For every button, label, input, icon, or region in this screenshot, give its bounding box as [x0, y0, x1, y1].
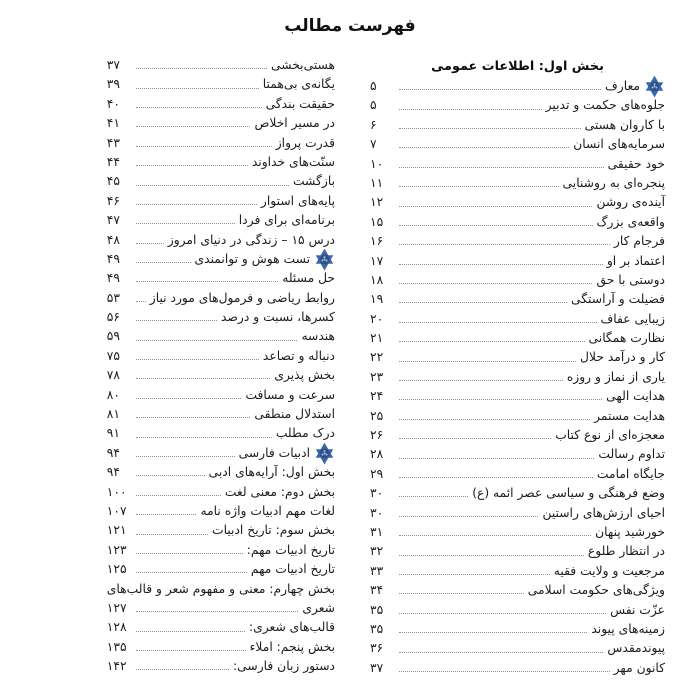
toc-row[interactable] — [107, 134, 335, 153]
dot-leader — [399, 555, 584, 556]
toc-entry-title: یگانه‌ی بی‌همتا — [262, 77, 335, 92]
toc-entry-page: ۱۱ — [370, 175, 384, 190]
dot-leader — [399, 419, 590, 420]
toc-row[interactable] — [370, 465, 665, 484]
toc-entry-title: درس ۱۵ – زندگی در دنیای امروز — [167, 232, 335, 247]
dot-leader — [399, 535, 591, 536]
dot-leader — [136, 611, 299, 612]
toc-row[interactable] — [107, 386, 335, 405]
toc-entry-page: ۷ — [370, 137, 377, 152]
toc-row[interactable] — [107, 424, 335, 443]
toc-entry-title: سرعت و مسافت — [245, 387, 335, 402]
toc-entry-page: ۴۳ — [106, 135, 120, 150]
toc-entry-page: ۱۳۵ — [106, 639, 127, 654]
dot-leader — [136, 262, 191, 263]
toc-entry-title: دوستی با حق — [596, 272, 665, 287]
toc-column-left — [107, 56, 335, 678]
toc-entry-title: استدلال منطقی — [254, 407, 335, 422]
toc-entry-title: پنجره‌ای به روشنایی — [562, 175, 665, 190]
toc-entry-title: هدایت مستمر — [594, 408, 665, 423]
toc-entry-title: یاری از نماز و روزه — [566, 369, 665, 384]
toc-entry-page: ۷۵ — [106, 348, 120, 363]
dot-leader — [136, 146, 272, 147]
dot-leader — [136, 165, 248, 166]
toc-row[interactable] — [107, 56, 335, 75]
toc-entry-title: واقعه‌ی بزرگ — [596, 214, 665, 229]
toc-entry-page: ۲۵ — [370, 408, 384, 423]
toc-row[interactable] — [107, 231, 335, 250]
toc-entry-page: ۱۵ — [370, 214, 384, 229]
toc-row[interactable] — [107, 114, 335, 133]
toc-entry-title: بخش پذیری — [274, 368, 335, 383]
toc-entry-page: ۱۰۰ — [106, 484, 127, 499]
toc-entry-title: تست هوش و توانمندی — [194, 251, 310, 266]
toc-row[interactable] — [370, 348, 665, 367]
toc-row[interactable] — [370, 504, 665, 523]
dot-leader — [399, 380, 563, 381]
toc-entry-title: قالب‌های شعری: — [248, 620, 335, 635]
toc-entry-page: ۳۰ — [370, 505, 384, 520]
toc-row[interactable] — [370, 523, 665, 542]
dot-leader — [136, 243, 164, 244]
toc-row[interactable] — [370, 659, 665, 678]
toc-entry-title: خورشید پنهان — [595, 524, 665, 539]
dot-leader — [136, 301, 146, 302]
toc-row[interactable] — [370, 484, 665, 503]
toc-entry-page: ۳۴ — [370, 583, 384, 598]
toc-entry-title: لغات مهم ادبیات واژه نامه — [200, 503, 335, 518]
toc-rows-left — [107, 56, 335, 677]
toc-row[interactable] — [370, 232, 665, 251]
toc-row[interactable] — [370, 96, 665, 115]
toc-entry-title: کانون مهر — [613, 660, 665, 675]
toc-entry-page: ۹۱ — [106, 426, 120, 441]
dot-leader — [399, 109, 542, 110]
toc-entry-title: دستور زبان فارسی: — [233, 659, 335, 674]
toc-entry-title: فرجام کار — [613, 234, 665, 249]
dot-leader — [399, 206, 592, 207]
toc-entry-title: مرجعیت و ولایت فقیه — [553, 563, 665, 578]
dot-leader — [136, 185, 289, 186]
toc-entry-title: حل مسئله — [282, 271, 335, 286]
toc-entry-page: ۹۴ — [106, 465, 120, 480]
dot-leader — [136, 320, 217, 321]
toc-entry-page: ۴۰ — [106, 96, 120, 111]
dot-leader — [136, 553, 243, 554]
dot-leader — [136, 475, 205, 476]
dot-leader — [136, 417, 251, 418]
toc-entry-page: ۲۲ — [370, 350, 384, 365]
toc-entry-page: ۲۹ — [370, 466, 384, 481]
toc-row[interactable] — [107, 618, 335, 637]
dot-leader — [136, 456, 235, 457]
star-flower-icon — [314, 442, 335, 465]
toc-entry-title: بخش چهارم: معنی و مفهوم شعر و قالب‌های — [106, 581, 335, 596]
dot-leader — [399, 283, 592, 284]
toc-row[interactable] — [370, 407, 665, 426]
toc-entry-page: ۵۶ — [106, 310, 120, 325]
toc-row[interactable] — [107, 289, 335, 308]
dot-leader — [399, 671, 610, 672]
toc-entry-page: ۲۰ — [370, 311, 384, 326]
toc-row[interactable] — [107, 405, 335, 424]
toc-entry-page: ۱۹ — [370, 292, 384, 307]
dot-leader — [399, 516, 538, 517]
toc-entry-page: ۸۰ — [106, 387, 120, 402]
toc-entry-title: ویژگی‌های حکومت اسلامی — [527, 583, 665, 598]
dot-leader — [399, 244, 610, 245]
toc-entry-title: زمینه‌های پیوند — [591, 621, 665, 636]
dot-leader — [136, 223, 235, 224]
toc-row[interactable] — [370, 252, 665, 271]
dot-leader — [399, 128, 581, 129]
toc-entry-page: ۳۷ — [370, 660, 384, 675]
toc-entry-title: کار و درآمد حلال — [580, 350, 665, 365]
dot-leader — [136, 534, 208, 535]
toc-rows-right — [370, 77, 665, 678]
toc-entry-title: زیبایی عفاف — [600, 311, 665, 326]
toc-entry-title: بخش اول: آرایه‌های ادبی — [208, 465, 335, 480]
toc-row[interactable] — [370, 290, 665, 309]
toc-entry-page: ۴۹ — [106, 271, 120, 286]
toc-entry-page: ۱۲۳ — [106, 542, 127, 557]
toc-entry-title: سنّت‌های خداوند — [251, 154, 335, 169]
toc-row[interactable] — [107, 250, 335, 269]
toc-entry-page: ۹۴ — [106, 445, 120, 460]
toc-entry-title: دنباله و تصاعد — [262, 348, 335, 363]
dot-leader — [136, 126, 251, 127]
dot-leader — [399, 438, 551, 439]
dot-leader — [136, 514, 197, 515]
toc-entry-page: ۸۱ — [106, 407, 120, 422]
toc-row[interactable] — [370, 639, 665, 658]
toc-row[interactable] — [370, 581, 665, 600]
toc-entry-page: ۱۰ — [370, 156, 384, 171]
toc-entry-page: ۷۸ — [106, 368, 120, 383]
dot-leader — [136, 437, 272, 438]
toc-entry-title: هدایت الهی — [606, 389, 665, 404]
page-title: فهرست مطالب — [284, 16, 416, 36]
toc-row[interactable] — [370, 542, 665, 561]
toc-row[interactable] — [370, 426, 665, 445]
toc-entry-page: ۳۶ — [370, 641, 384, 656]
toc-row[interactable] — [370, 445, 665, 464]
toc-entry-title: کسرها، نسبت و درصد — [221, 310, 335, 325]
toc-row[interactable] — [370, 329, 665, 348]
toc-entry-page: ۴۶ — [106, 193, 120, 208]
toc-entry-title: تاریخ ادبیات مهم: — [246, 542, 335, 557]
dot-leader — [136, 650, 246, 651]
toc-column-right — [370, 56, 665, 678]
dot-leader — [136, 204, 257, 205]
toc-row[interactable] — [107, 269, 335, 288]
dot-leader — [136, 572, 247, 573]
toc-row[interactable] — [370, 155, 665, 174]
dot-leader — [136, 669, 229, 670]
dot-leader — [399, 302, 567, 303]
dot-leader — [399, 458, 594, 459]
toc-row[interactable] — [107, 483, 335, 502]
toc-entry-page: ۲۱ — [370, 331, 384, 346]
toc-row[interactable] — [107, 347, 335, 366]
toc-entry-page: ۳۵ — [370, 621, 384, 636]
toc-row[interactable] — [370, 116, 665, 135]
toc-row[interactable] — [107, 153, 335, 172]
toc-entry-page: ۳۷ — [106, 58, 120, 72]
dot-leader — [399, 89, 601, 90]
toc-entry-title: هستی‌بخشی — [271, 58, 335, 72]
toc-entry-title: قدرت پرواز — [275, 135, 335, 150]
toc-entry-page: ۱۲۷ — [106, 600, 127, 615]
toc-entry-title: معجزه‌ای از نوع کتاب — [555, 428, 665, 443]
toc-entry-title: خود حقیقی — [607, 156, 665, 171]
toc-entry-page: ۳۰ — [370, 486, 384, 501]
dot-leader — [399, 186, 559, 187]
toc-row[interactable] — [107, 95, 335, 114]
dot-leader — [399, 361, 576, 362]
toc-row[interactable] — [370, 77, 665, 96]
toc-entry-page: ۱۶ — [370, 234, 384, 249]
toc-entry-title: درک مطلب — [275, 426, 335, 441]
dot-leader — [136, 88, 259, 89]
toc-row[interactable] — [370, 310, 665, 329]
toc-entry-page: ۴۸ — [106, 232, 120, 247]
toc-entry-title: برنامه‌ای برای فردا — [238, 213, 335, 228]
toc-row[interactable] — [370, 174, 665, 193]
dot-leader — [399, 147, 569, 148]
toc-row[interactable] — [107, 463, 335, 482]
toc-row[interactable] — [107, 211, 335, 230]
toc-entry-page: ۲۳ — [370, 369, 384, 384]
toc-entry-page: ۲۶ — [370, 428, 384, 443]
toc-entry-page: ۱۲۸ — [106, 620, 127, 635]
toc-entry-title: فضیلت و آراستگی — [571, 292, 665, 307]
toc-row[interactable] — [370, 562, 665, 581]
toc-entry-title: بخش دوم: معنی لغت — [224, 484, 335, 499]
toc-entry-page: ۴۴ — [106, 154, 120, 169]
toc-entry-page: ۴۷ — [106, 213, 120, 228]
dot-leader — [399, 496, 468, 497]
toc-entry-page: ۱۷ — [370, 253, 384, 268]
toc-entry-page: ۶ — [370, 117, 377, 132]
toc-entry-title: در انتظار طلوع — [587, 544, 665, 559]
dot-leader — [399, 399, 602, 400]
dot-leader — [136, 359, 259, 360]
toc-row[interactable] — [107, 560, 335, 579]
star-flower-icon — [314, 248, 335, 271]
toc-row[interactable] — [107, 502, 335, 521]
toc-entry-page: ۳۳ — [370, 563, 384, 578]
toc-row[interactable] — [107, 657, 335, 676]
toc-entry-page: ۳۵ — [370, 602, 384, 617]
toc-entry-title: معارف — [605, 79, 640, 93]
toc-entry-title: سرمایه‌های انسان — [573, 137, 665, 152]
toc-entry-page: ۲۴ — [370, 389, 384, 404]
toc-entry-title: عزّت نفس — [610, 602, 665, 617]
dot-leader — [399, 613, 606, 614]
toc-entry-page: ۱۲۵ — [106, 562, 127, 577]
toc-entry-page: ۱۸ — [370, 272, 384, 287]
toc-row[interactable] — [107, 75, 335, 94]
toc-row[interactable] — [107, 521, 335, 540]
toc-entry-title: بخش پنجم: املاء — [249, 639, 335, 654]
toc-entry-title: احیای ارزش‌های راستین — [542, 505, 665, 520]
dot-leader — [399, 652, 603, 653]
toc-row[interactable] — [107, 192, 335, 211]
toc-row[interactable] — [370, 193, 665, 212]
dot-leader — [399, 341, 585, 342]
toc-entry-title: تاریخ ادبیات مهم — [250, 562, 335, 577]
toc-entry-title: بازگشت — [292, 174, 335, 189]
toc-row[interactable] — [107, 444, 335, 463]
toc-entry-title: شعری — [302, 600, 335, 615]
toc-entry-title: جایگاه امامت — [596, 466, 665, 481]
toc-entry-title: جلوه‌های حکمت و تدبیر — [545, 98, 665, 113]
toc-entry-title: پایه‌های استوار — [260, 193, 335, 208]
toc-row[interactable] — [370, 135, 665, 154]
toc-row[interactable] — [370, 620, 665, 639]
toc-row[interactable] — [107, 308, 335, 327]
toc-row[interactable] — [370, 271, 665, 290]
toc-row[interactable] — [370, 368, 665, 387]
toc-row[interactable] — [107, 366, 335, 385]
toc-entry-title: ادبیات فارسی — [238, 445, 310, 460]
toc-row[interactable] — [107, 599, 335, 618]
toc-entry-title: آینده‌ی روشن — [596, 195, 665, 210]
toc-columns — [0, 56, 700, 678]
toc-entry-page: ۴۹ — [106, 251, 120, 266]
toc-row[interactable] — [370, 213, 665, 232]
toc-entry-title: روابط ریاضی و فرمول‌های مورد نیاز — [149, 290, 335, 305]
toc-entry-page: ۱۴۲ — [106, 659, 127, 674]
toc-entry-title: با کاروان هستی — [584, 117, 665, 132]
toc-entry-title: بخش سوم: تاریخ ادبیات — [212, 523, 335, 538]
toc-row[interactable] — [107, 172, 335, 191]
toc-entry-title: پیوندمقدس — [607, 641, 665, 656]
toc-row[interactable] — [370, 601, 665, 620]
toc-entry-title: وضع فرهنگی و سیاسی عصر ائمه (ع) — [472, 486, 665, 501]
toc-entry-page: ۲۸ — [370, 447, 384, 462]
dot-leader — [399, 632, 587, 633]
dot-leader — [399, 225, 593, 226]
dot-leader — [136, 495, 221, 496]
toc-entry-title: نظارت همگانی — [588, 331, 665, 346]
toc-row[interactable] — [107, 580, 335, 599]
toc-entry-title: حقیقت بندگی — [265, 96, 335, 111]
dot-leader — [399, 593, 524, 594]
dot-leader — [136, 378, 271, 379]
toc-entry-page: ۳۲ — [370, 544, 384, 559]
toc-entry-page: ۵ — [370, 98, 377, 113]
dot-leader — [399, 167, 604, 168]
dot-leader — [399, 477, 593, 478]
section-header: بخش اول: اطلاعات عمومی — [431, 59, 604, 74]
toc-entry-page: ۴۱ — [106, 116, 120, 131]
toc-row[interactable] — [107, 541, 335, 560]
dot-leader — [136, 340, 298, 341]
dot-leader — [399, 264, 603, 265]
toc-entry-title: تداوم رسالت — [598, 447, 665, 462]
dot-leader — [136, 631, 245, 632]
dot-leader — [136, 398, 242, 399]
toc-entry-page: ۴۵ — [106, 174, 120, 189]
toc-entry-page: ۵۹ — [106, 329, 120, 344]
toc-entry-page: ۳۱ — [370, 524, 384, 539]
dot-leader — [136, 107, 262, 108]
toc-entry-page: ۱۲ — [370, 195, 384, 210]
toc-entry-title: در مسیر اخلاص — [254, 116, 335, 131]
toc-entry-page: ۳۹ — [106, 77, 120, 92]
toc-entry-title: اعتماد بر او — [606, 253, 665, 268]
toc-row[interactable] — [107, 638, 335, 657]
dot-leader — [136, 68, 267, 69]
dot-leader — [136, 281, 278, 282]
star-flower-icon — [644, 75, 665, 98]
toc-row[interactable] — [107, 327, 335, 346]
toc-row[interactable] — [370, 387, 665, 406]
toc-entry-page: ۵۳ — [106, 290, 120, 305]
dot-leader — [399, 322, 597, 323]
toc-page — [0, 14, 700, 700]
toc-entry-page: ۱۲۱ — [106, 523, 127, 538]
toc-entry-title: هندسه — [301, 329, 335, 344]
dot-leader — [399, 574, 550, 575]
toc-entry-page: ۵ — [370, 79, 377, 93]
toc-entry-page: ۱۰۷ — [106, 503, 127, 518]
